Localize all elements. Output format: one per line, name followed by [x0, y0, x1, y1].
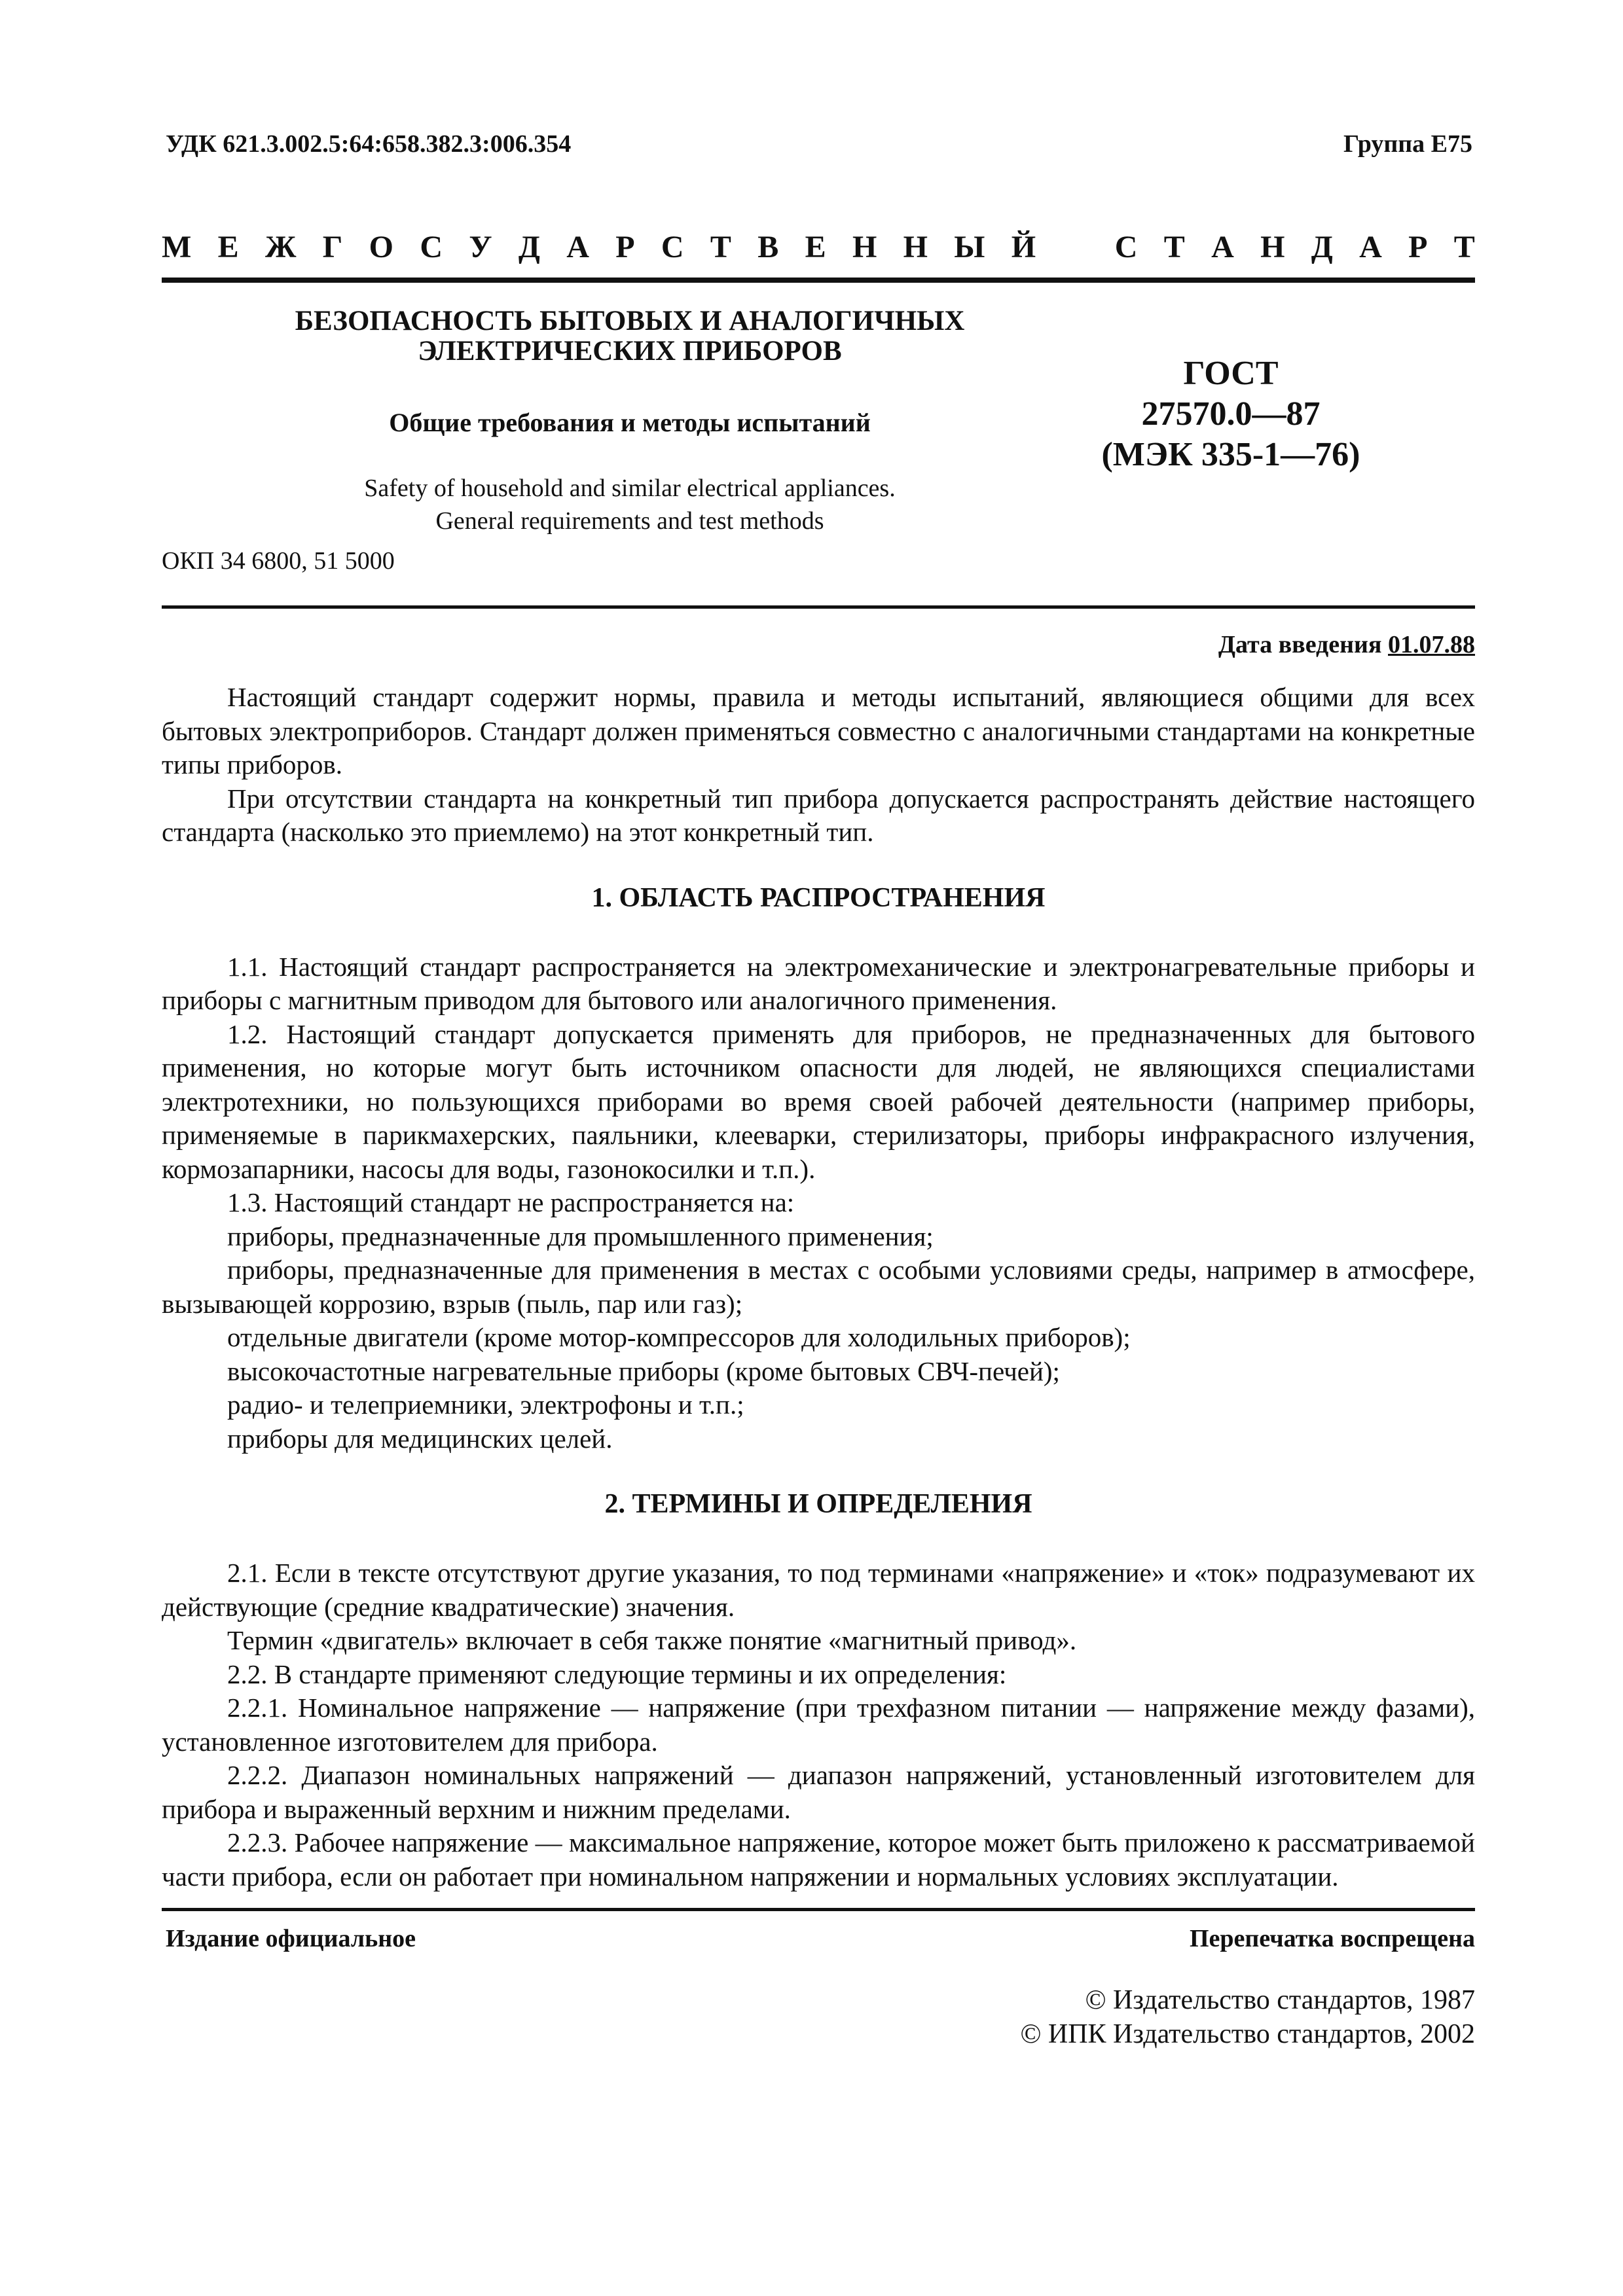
title-block [162, 306, 1098, 537]
banner-letter: Н [1260, 230, 1285, 264]
title-line-2: ЭЛЕКТРИЧЕСКИХ ПРИБОРОВ [418, 336, 842, 367]
copyright-line-2: © ИПК Издательство стандартов, 2002 [1020, 2019, 1475, 2049]
iec-number: (МЭК 335-1—76) [1101, 436, 1360, 473]
date-label: Дата введения [1218, 631, 1382, 658]
section-2-paragraph: 2.1. Если в тексте отсутствуют другие указания, то под терминами «напряжение» и «ток» подразумевают их действующие (средние квадратические) значения. [162, 1558, 1475, 1622]
section-1-list-item: приборы для медицинских целей. [227, 1423, 613, 1454]
banner-letter: Ж [264, 230, 297, 264]
title-main [162, 306, 1098, 367]
section-2-paragraph: Термин «двигатель» включает в себя также понятие «магнитный привод». [227, 1625, 1077, 1655]
section-2-heading: 2. ТЕРМИНЫ И ОПРЕДЕЛЕНИЯ [604, 1489, 1032, 1519]
banner-letter: Д [1311, 230, 1333, 264]
banner-gap [1062, 229, 1088, 265]
banner-letter: Й [1011, 230, 1036, 264]
section-1-list-item: приборы, предназначенные для применения в местах с особыми условиями среды, например в атмосфере, вызывающей коррозию, взрыв (пыль, пар или газ); [162, 1255, 1475, 1319]
title-english [162, 472, 1098, 537]
interstate-standard-banner [162, 229, 1475, 265]
copyright-line-1: © Издательство стандартов, 1987 [1085, 1985, 1475, 2015]
header-rule [162, 278, 1475, 283]
banner-letter: С [661, 230, 684, 264]
section-1-paragraph: 1.1. Настоящий стандарт распространяется на электромеханические и электронагревательные приборы и приборы с магнитным приводом для бытового или аналогичного применения. [162, 951, 1475, 1015]
footer-rule [162, 1908, 1475, 1911]
banner-letter: Е [805, 230, 826, 264]
banner-letter: Т [1163, 230, 1185, 264]
title-english-line-2: General requirements and test methods [435, 507, 824, 535]
document-body [162, 681, 1475, 1893]
intro-paragraph: При отсутствии стандарта на конкретный тип прибора допускается распространять действие настоящего стандарта (насколько это приемлемо) на этот конкретный тип. [162, 783, 1475, 847]
title-english-line-1: Safety of household and similar electrical appliances. [364, 475, 896, 502]
title-subtitle: Общие требования и методы испытаний [389, 408, 871, 437]
banner-letter: В [757, 230, 779, 264]
banner-letter: Д [518, 230, 540, 264]
gost-number: 27570.0—87 [1141, 395, 1321, 433]
banner-letter: Н [903, 230, 928, 264]
group-code: Группа Е75 [1343, 130, 1472, 158]
intro-paragraph: Настоящий стандарт содержит нормы, правила и методы испытаний, являющиеся общими для всех бытовых электроприборов. Стандарт должен применяться совместно с аналогичными стандартами на конкретные типы приборов. [162, 682, 1475, 780]
banner-letter: Р [615, 230, 635, 264]
banner-letter: Ы [954, 230, 985, 264]
introduction-date [1218, 630, 1475, 659]
okp-code: ОКП 34 6800, 51 5000 [162, 547, 395, 575]
banner-letter: Р [1408, 230, 1428, 264]
section-2-paragraph: 2.2. В стандарте применяют следующие термины и их определения: [227, 1659, 1007, 1689]
banner-letter: А [1359, 230, 1382, 264]
section-1-paragraph: 1.3. Настоящий стандарт не распространяется на: [227, 1187, 795, 1217]
banner-letter: Т [1453, 230, 1475, 264]
banner-letter: У [469, 230, 492, 264]
banner-letter: А [566, 230, 589, 264]
banner-letter: С [420, 230, 443, 264]
title-line-1: БЕЗОПАСНОСТЬ БЫТОВЫХ И АНАЛОГИЧНЫХ [295, 306, 965, 336]
section-1-list-item: отдельные двигатели (кроме мотор-компрессоров для холодильных приборов); [227, 1322, 1131, 1352]
udk-code: УДК 621.3.002.5:64:658.382.3:006.354 [166, 130, 572, 158]
banner-letter: О [369, 230, 393, 264]
section-2-paragraph: 2.2.1. Номинальное напряжение — напряжение (при трехфазном питании — напряжение между фазами), установленное изготовителем для прибора. [162, 1693, 1475, 1757]
gost-label: ГОСТ [1183, 355, 1279, 392]
official-edition-note: Издание официальное [166, 1925, 416, 1952]
gost-designation [1034, 353, 1427, 475]
banner-letter: Н [852, 230, 877, 264]
section-1-list-item: приборы, предназначенные для промышленного применения; [227, 1221, 934, 1251]
section-1-paragraph: 1.2. Настоящий стандарт допускается применять для приборов, не предназначенных для бытового применения, но которые могут быть источником опасности для людей, не являющихся специалистами электротехники, но пользующихся приборами во время своей рабочей деятельности (например приборы, применяемые в парикмахерских, паяльники, клееварки, стерилизаторы, приборы инфракрасного излучения, кормозапарники, насосы для воды, газонокосилки и т.п.). [162, 1018, 1475, 1184]
banner-letter: А [1211, 230, 1234, 264]
copyright-block [1020, 1983, 1475, 2051]
section-1-list-item: радио- и телеприемники, электрофоны и т.п.; [227, 1390, 744, 1420]
section-1-list-item: высокочастотные нагревательные приборы (кроме бытовых СВЧ-печей); [227, 1355, 1060, 1386]
date-value: 01.07.88 [1388, 631, 1475, 658]
title-rule [162, 605, 1475, 609]
banner-letter: С [1114, 230, 1138, 264]
banner-letter: Е [217, 230, 239, 264]
banner-letter: Т [710, 230, 731, 264]
banner-letter: М [162, 230, 192, 264]
reprint-prohibited-note: Перепечатка воспрещена [1189, 1925, 1475, 1952]
section-2-paragraph: 2.2.3. Рабочее напряжение — максимальное напряжение, которое может быть приложено к рассматриваемой части прибора, если он работает при номинальном напряжении и нормальных условиях эксплуатации. [162, 1827, 1475, 1892]
banner-letter: Г [322, 230, 343, 264]
section-1-heading: 1. ОБЛАСТЬ РАСПРОСТРАНЕНИЯ [591, 882, 1046, 913]
section-2-paragraph: 2.2.2. Диапазон номинальных напряжений — диапазон напряжений, установленный изготовителем для прибора и выраженный верхним и нижним пределами. [162, 1760, 1475, 1824]
